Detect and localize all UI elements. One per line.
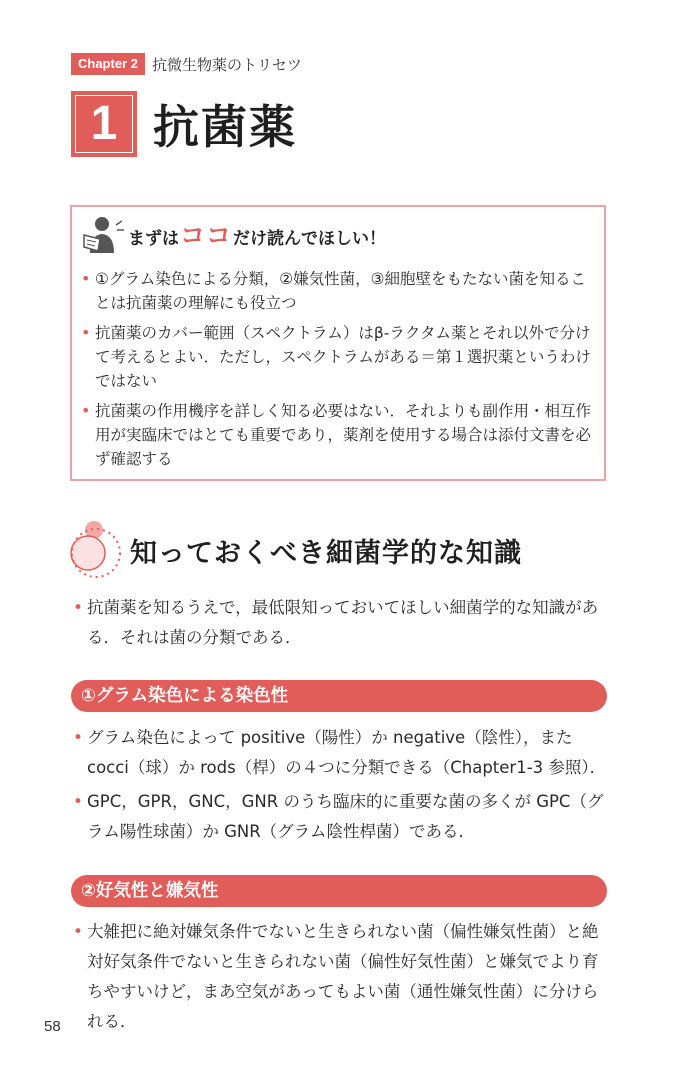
- intro-bullet: • 抗菌薬を知るうえで，最低限知っておいてほしい細菌学的な知識がある．それは菌の分類である．: [72, 593, 612, 653]
- summary-bullets: [80, 267, 600, 477]
- subsection-1-bullet: • グラム染色によって positive（陽性）か negative（陰性），また cocci（球）か rods（桿）の４つに分類できる（Chapter1-3 参照）．: [72, 723, 612, 783]
- heading-post: だけ読んでほしい！: [233, 229, 387, 249]
- summary-heading-text: [128, 216, 386, 252]
- section-number: 1: [71, 91, 137, 157]
- subsection-bar-1: ①グラム染色による染色性: [71, 680, 607, 712]
- page-number: 58: [44, 1018, 61, 1035]
- chapter-title: 抗微生物薬のトリセツ: [151, 55, 302, 74]
- subsection-bar-2: ②好気性と嫌気性: [71, 875, 607, 907]
- subsection-1-bullet: • GPC，GPR，GNC，GNR のうち臨床的に重要な菌の多くが GPC（グラム陽性球菌）か GNR（グラム陰性桿菌）である．: [72, 787, 612, 847]
- summary-bullet: • 抗菌薬の作用機序を詳しく知る必要はない．それよりも副作用・相互作用が実臨床ではとても重要であり，薬剤を使用する場合は添付文書を必ず確認する: [80, 399, 600, 471]
- heading-underline: [128, 251, 390, 258]
- chapter-badge: Chapter 2: [71, 53, 145, 75]
- summary-bullet: • 抗菌薬のカバー範囲（スペクトラム）はβ-ラクタム薬とそれ以外で分けて考えるとよい．ただし，スペクトラムがある＝第１選択薬というわけではない: [80, 321, 600, 393]
- subsection-2-bullet: • 大雑把に絶対嫌気条件でないと生きられない菌（偏性嫌気性菌）と絶対好気条件でないと生きられない菌（偏性好気性菌）と嫌気でより育ちやすいけど，まあ空気があってもよい菌（通性嫌気性菌）に分けられる．: [72, 917, 612, 1037]
- person-reading-icon: [82, 213, 126, 255]
- section-heading: [68, 517, 522, 583]
- chapter-header: [71, 53, 302, 75]
- intro-list: [72, 593, 612, 657]
- summary-heading: [82, 213, 386, 255]
- summary-box: [70, 205, 606, 481]
- summary-bullet: • ①グラム染色による分類，②嫌気性菌，③細胞壁をもたない菌を知ることは抗菌薬の理解にも役立つ: [80, 267, 600, 315]
- section-title: 知っておくべき細菌学的な知識: [130, 537, 522, 569]
- subsection-2-list: [72, 917, 612, 1041]
- heading-pre: まずは: [128, 229, 179, 249]
- heading-highlight: ココ: [180, 221, 233, 250]
- subsection-1-list: [72, 723, 612, 851]
- page-title: 抗菌薬: [153, 100, 297, 154]
- circles-decoration-icon: [68, 517, 126, 583]
- title-row: [71, 91, 297, 157]
